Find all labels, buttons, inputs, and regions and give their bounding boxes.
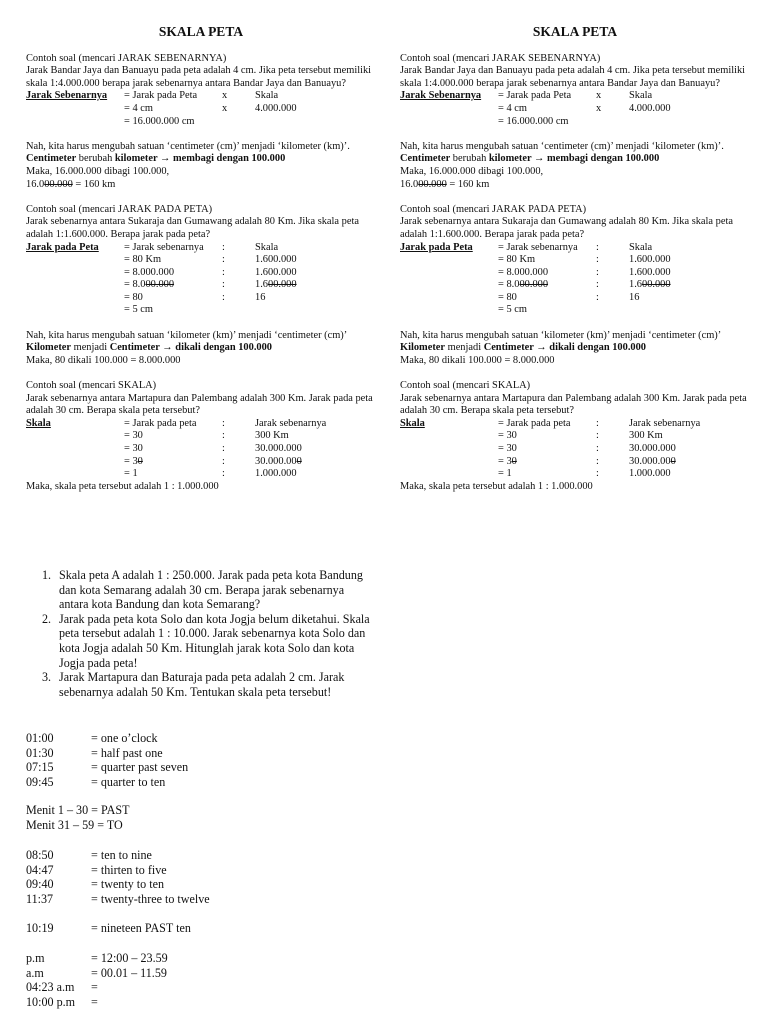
example-heading: Contoh soal (mencari JARAK SEBENARNYA) <box>400 52 601 64</box>
calc-row: = 1 : 1.000.000 <box>498 468 671 480</box>
calc-label: Jarak pada Peta <box>400 241 473 253</box>
left-column <box>26 26 376 493</box>
calc-row: = 80 : 16 <box>498 291 640 303</box>
calc-label: Jarak Sebenarnya <box>400 90 482 102</box>
calc-row: = 5 cm <box>498 304 527 316</box>
conversion-cm-to-km: Nah, kita harus mengubah satuan ‘centimeter (cm)’ menjadi ‘kilometer (km)’. Centimeter berubah kilometer → membagi dengan 100.000 Maka, 16.000.000 dibagi 100.000, 16.000.000 = 160 km <box>400 141 750 191</box>
calc-row: = 30 : 300 Km <box>124 430 289 442</box>
calc-label: Skala <box>400 417 425 429</box>
calc-row: Jarak pada Peta = Jarak sebenarnya : Skala <box>26 241 279 253</box>
example-heading: Contoh soal (mencari SKALA) <box>400 380 531 392</box>
time-row: 11:37 = twenty-three to twelve <box>26 891 210 906</box>
calc-row: = 16.000.000 cm <box>498 115 569 127</box>
calc-row: = 1 : 1.000.000 <box>124 468 297 480</box>
calc-row: = 80 Km : 1.600.000 <box>124 254 297 266</box>
time-row: 01:30 = half past one <box>26 745 163 760</box>
example-question: Jarak sebenarnya antara Martapura dan Palembang adalah 300 Km. Jarak pada peta adalah 30 cm. Berapa skala peta tersebut? <box>26 392 373 417</box>
calc-row: Jarak Sebenarnya = Jarak pada Peta x Skala <box>400 90 653 102</box>
calc-row: Skala = Jarak pada peta : Jarak sebenarnya <box>26 417 327 429</box>
am-pm-notes <box>26 951 168 1009</box>
calc-label: Jarak Sebenarnya <box>26 90 108 102</box>
time-row: 01:00 = one o’clock <box>26 731 158 745</box>
example-question: Jarak sebenarnya antara Sukaraja dan Gumawang adalah 80 Km. Jika skala peta adalah 1:1.600.000. Berapa jarak pada peta? <box>26 216 359 240</box>
example-skala <box>400 380 750 493</box>
time-row: 04:23 a.m = <box>26 980 98 994</box>
calc-row: = 8.000.000 : 1.600.000 <box>498 279 671 291</box>
example-jarak-sebenarnya <box>400 53 750 129</box>
right-column <box>400 26 750 493</box>
time-row: 10:19 = nineteen PAST ten <box>26 921 191 935</box>
time-row: 09:45 = quarter to ten <box>26 774 166 789</box>
calc-row: = 4 cm x 4.000.000 <box>498 102 671 114</box>
example-question: Jarak Bandar Jaya dan Banuayu pada peta adalah 4 cm. Jika peta tersebut memiliki skala 1:4.000.000 berapa jarak sebenarnya antara Bandar Jaya dan Banuayu? <box>400 65 746 89</box>
minute-rule: Menit 1 – 30 = PAST <box>26 803 130 817</box>
calc-row: = 30 : 30.000.000 <box>498 455 676 467</box>
time-to-examples <box>26 848 210 906</box>
example-heading: Contoh soal (mencari JARAK PADA PETA) <box>26 203 213 215</box>
conversion-km-to-cm: Nah, kita harus mengubah satuan ‘kilometer (km)’ menjadi ‘centimeter (cm)’ Kilometer menjadi Centimeter → dikali dengan 100.000 Maka, 80 dikali 100.000 = 8.000.000 <box>26 330 376 368</box>
calc-row: = 30 : 300 Km <box>498 430 663 442</box>
example-jarak-sebenarnya <box>26 53 376 129</box>
time-row: 04:47 = thirten to five <box>26 862 167 877</box>
time-row: 08:50 = ten to nine <box>26 848 152 862</box>
time-row: 10:00 p.m = <box>26 994 98 1009</box>
list-item: 1. Skala peta A adalah 1 : 250.000. Jarak pada peta kota Bandung dan kota Semarang adalah 30 cm. Berapa jarak sebenarnya antara kota Bandung dan kota Semarang? <box>42 568 363 612</box>
time-row: 09:40 = twenty to ten <box>26 877 164 891</box>
conclusion: Maka, skala peta tersebut adalah 1 : 1.000.000 <box>400 480 593 492</box>
list-item: 3. Jarak Martapura dan Baturaja pada peta adalah 2 cm. Jarak sebenarnya adalah 50 Km. Tentukan skala peta tersebut! <box>42 670 345 699</box>
calc-row: = 30 : 30.000.000 <box>124 443 302 454</box>
conversion-calc: 16.000.000 = 160 km <box>400 178 490 190</box>
conversion-rule: Kilometer menjadi Centimeter → dikali dengan 100.000 <box>400 342 647 354</box>
calc-row: = 30 : 30.000.000 <box>498 443 676 454</box>
conclusion: Maka, skala peta tersebut adalah 1 : 1.000.000 <box>26 480 219 492</box>
calc-row: = 30 : 30.000.000 <box>124 455 302 467</box>
example-question: Jarak Bandar Jaya dan Banuayu pada peta adalah 4 cm. Jika peta tersebut memiliki skala 1:4.000.000 berapa jarak sebenarnya antara Bandar Jaya dan Banuayu? <box>26 65 372 89</box>
calc-row: = 8.000.000 : 1.600.000 <box>498 266 671 278</box>
example-skala <box>26 380 376 493</box>
example-heading: Contoh soal (mencari SKALA) <box>26 380 157 392</box>
calc-row: = 5 cm <box>124 304 153 316</box>
calc-row: = 8.000.000 : 1.600.000 <box>124 279 297 291</box>
conversion-rule: Kilometer menjadi Centimeter → dikali dengan 100.000 <box>26 342 273 354</box>
conversion-cm-to-km: Nah, kita harus mengubah satuan ‘centimeter (cm)’ menjadi ‘kilometer (km)’. Centimeter berubah kilometer → membagi dengan 100.000 Maka, 16.000.000 dibagi 100.000, 16.000.000 = 160 km <box>26 141 376 191</box>
minute-rules <box>26 803 129 832</box>
page-title: SKALA PETA <box>158 24 244 39</box>
calc-label: Jarak pada Peta <box>26 241 99 253</box>
calc-row: = 80 : 16 <box>124 291 266 303</box>
conversion-km-to-cm: Nah, kita harus mengubah satuan ‘kilometer (km)’ menjadi ‘centimeter (cm)’ Kilometer menjadi Centimeter → dikali dengan 100.000 Maka, 80 dikali 100.000 = 8.000.000 <box>400 330 750 368</box>
example-heading: Contoh soal (mencari JARAK SEBENARNYA) <box>26 52 227 64</box>
example-heading: Contoh soal (mencari JARAK PADA PETA) <box>400 203 587 215</box>
conversion-calc: 16.000.000 = 160 km <box>26 178 116 190</box>
calc-row: Jarak Sebenarnya = Jarak pada Peta x Skala <box>26 90 279 102</box>
example-jarak-pada-peta <box>400 204 750 317</box>
page-title: SKALA PETA <box>532 24 618 39</box>
time-row: 07:15 = quarter past seven <box>26 760 189 774</box>
exercise-list <box>26 568 376 699</box>
calc-row: = 8.000.000 : 1.600.000 <box>124 266 297 278</box>
calc-row: = 80 Km : 1.600.000 <box>498 254 671 266</box>
time-past-example <box>26 921 191 936</box>
list-item: 2. Jarak pada peta kota Solo dan kota Jogja belum diketahui. Skala peta tersebut adalah 1 : 10.000. Jarak sebenarnya kota Solo dan kota Jogja adalah 50 Km. Hitunglah jarak kota Solo dan kota Jogja pada peta! <box>42 611 370 670</box>
example-question: Jarak sebenarnya antara Martapura dan Palembang adalah 300 Km. Jarak pada peta adalah 30 cm. Berapa skala peta tersebut? <box>400 392 747 417</box>
conversion-rule: Centimeter berubah kilometer → membagi dengan 100.000 <box>400 153 660 165</box>
conversion-rule: Centimeter berubah kilometer → membagi dengan 100.000 <box>26 153 286 165</box>
calc-label: Skala <box>26 417 51 429</box>
time-examples <box>26 731 188 789</box>
calc-row: Skala = Jarak pada peta : Jarak sebenarnya <box>400 417 701 429</box>
example-question: Jarak sebenarnya antara Sukaraja dan Gumawang adalah 80 Km. Jika skala peta adalah 1:1.600.000. Berapa jarak pada peta? <box>400 216 733 240</box>
calc-row: Jarak pada Peta = Jarak sebenarnya : Skala <box>400 241 653 253</box>
calc-row: = 16.000.000 cm <box>124 115 195 127</box>
minute-rule: Menit 31 – 59 = TO <box>26 817 123 832</box>
time-row: p.m = 12:00 – 23.59 <box>26 951 168 965</box>
example-jarak-pada-peta <box>26 204 376 317</box>
calc-row: = 4 cm x 4.000.000 <box>124 102 297 114</box>
time-row: a.m = 00.01 – 11.59 <box>26 965 167 980</box>
